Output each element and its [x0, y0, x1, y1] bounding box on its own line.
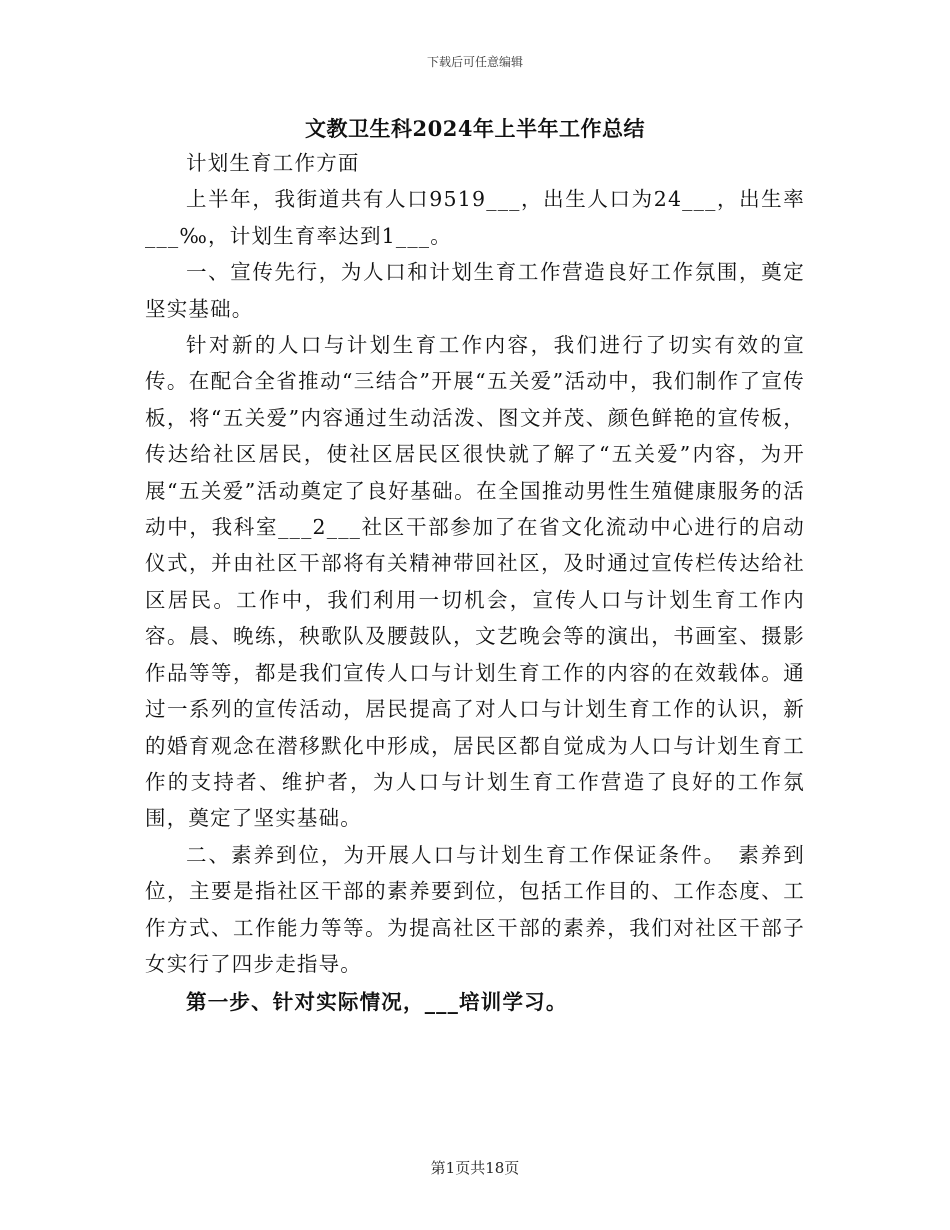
paragraph-heading-one: 一、宣传先行，为人口和计划生育工作营造良好工作氛围，奠定坚实基础。	[145, 260, 805, 321]
paragraph-step-one: 第一步、针对实际情况，___培训学习。	[186, 990, 568, 1015]
document-title: 文教卫生科2024年上半年工作总结	[305, 116, 645, 141]
paragraph-heading-two: 二、素养到位，为开展人口与计划生育工作保证条件。 素养到位，主要是指社区干部的素养要到位，包括工作目的、工作态度、工作方式、工作能力等等。为提高社区干部的素养，我们对社区干部子女实行了四步走指导。	[145, 842, 805, 976]
paragraph-statistics: 上半年，我街道共有人口9519___，出生人口为24___，出生率___‰，计划生育率达到1___。	[145, 187, 805, 248]
document-body	[145, 145, 805, 1021]
section-heading: 计划生育工作方面	[186, 151, 360, 175]
header-note: 下载后可任意编辑	[426, 55, 523, 69]
paragraph-publicity: 针对新的人口与计划生育工作内容，我们进行了切实有效的宣传。在配合全省推动“三结合”开展“五关爱”活动中，我们制作了宣传板，将“五关爱”内容通过生动活泼、图文并茂、颜色鲜艳的宣传板，传达给社区居民，使社区居民区很快就了解了“五关爱”内容，为开展“五关爱”活动奠定了良好基础。在全国推动男性生殖健康服务的活动中，我科室___2___社区干部参加了在省文化流动中心进行的启动仪式，并由社区干部将有关精神带回社区，及时通过宣传栏传达给社区居民。工作中，我们利用一切机会，宣传人口与计划生育工作内容。晨、晚练，秧歌队及腰鼓队，文艺晚会等的演出，书画室、摄影作品等等，都是我们宣传人口与计划生育工作的内容的在效载体。通过一系列的宣传活动，居民提高了对人口与计划生育工作的认识，新的婚育观念在潜移默化中形成，居民区都自觉成为人口与计划生育工作的支持者、维护者，为人口与计划生育工作营造了良好的工作氛围，奠定了坚实基础。	[145, 333, 805, 831]
page-number-footer: 第1页共18页	[430, 1159, 520, 1177]
